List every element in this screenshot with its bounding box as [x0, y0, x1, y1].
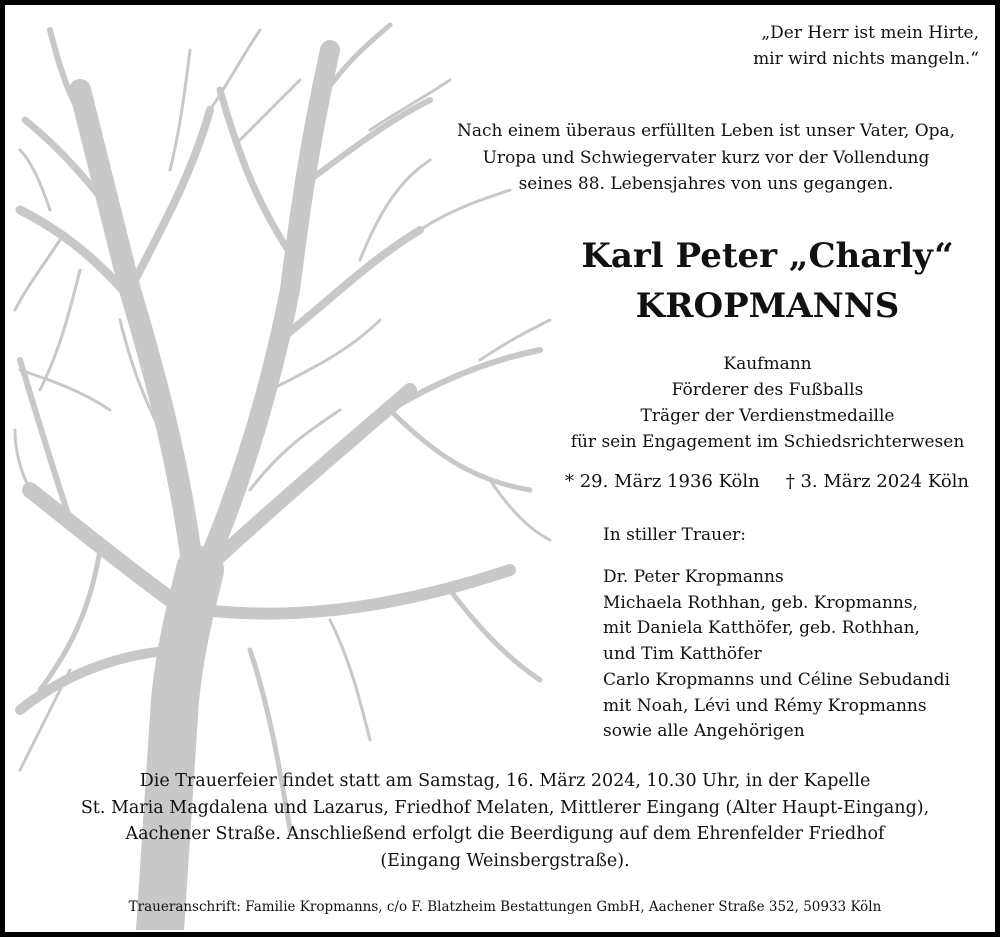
bible-quote [753, 20, 979, 72]
title-line: Kaufmann [723, 354, 812, 374]
birth-date: * 29. März 1936 Köln [565, 471, 760, 492]
deceased-name [550, 231, 985, 331]
family-member: sowie alle Angehörigen [603, 721, 805, 742]
family-list [603, 565, 950, 745]
family-member: und Tim Katthöfer [603, 644, 762, 665]
mourning-label: In stiller Trauer: [603, 525, 746, 545]
ceremony-line: (Eingang Weinsbergstraße). [380, 850, 630, 871]
intro-line: Uropa und Schwiegervater kurz vor der Vollendung [482, 147, 930, 168]
ceremony-line: Aachener Straße. Anschließend erfolgt die Beerdigung auf dem Ehrenfelder Friedhof [125, 824, 885, 844]
title-line: Träger der Verdienstmedaille [640, 406, 895, 426]
family-member: Michaela Rothhan, geb. Kropmanns, [603, 592, 918, 613]
title-line: Förderer des Fußballs [671, 380, 864, 400]
ceremony-line: St. Maria Magdalena und Lazarus, Friedhof Melaten, Mittlerer Eingang (Alter Haupt-Eingang), [80, 797, 930, 818]
family-member: Carlo Kropmanns und Céline Sebudandi [603, 669, 950, 690]
deceased-titles [550, 351, 985, 455]
intro-line: Nach einem überaus erfüllten Leben ist unser Vater, Opa, [456, 121, 956, 141]
life-dates [565, 469, 969, 495]
family-member: Dr. Peter Kropmanns [603, 567, 784, 587]
intro-line: seines 88. Lebensjahres von uns gegangen. [518, 174, 894, 194]
quote-line: „Der Herr ist mein Hirte, [761, 23, 979, 43]
mourning-address: Traueranschrift: Familie Kropmanns, c/o F. Blatzheim Bestattungen GmbH, Aachener Straße 352, 50933 Köln [128, 899, 882, 915]
quote-line: mir wird nichts mangeln.“ [753, 49, 979, 69]
ceremony-info [25, 768, 985, 874]
deceased-last-name: KROPMANNS [635, 286, 900, 326]
family-member: mit Daniela Katthöfer, geb. Rothhan, [603, 618, 920, 639]
intro-text [435, 118, 977, 198]
ceremony-line: Die Trauerfeier findet statt am Samstag, 16. März 2024, 10.30 Uhr, in der Kapelle [139, 771, 871, 791]
death-date: † 3. März 2024 Köln [785, 471, 970, 492]
family-member: mit Noah, Lévi und Rémy Kropmanns [603, 695, 927, 716]
deceased-first-name: Karl Peter „Charly“ [581, 236, 954, 276]
title-line: für sein Engagement im Schiedsrichterwesen [570, 432, 965, 452]
